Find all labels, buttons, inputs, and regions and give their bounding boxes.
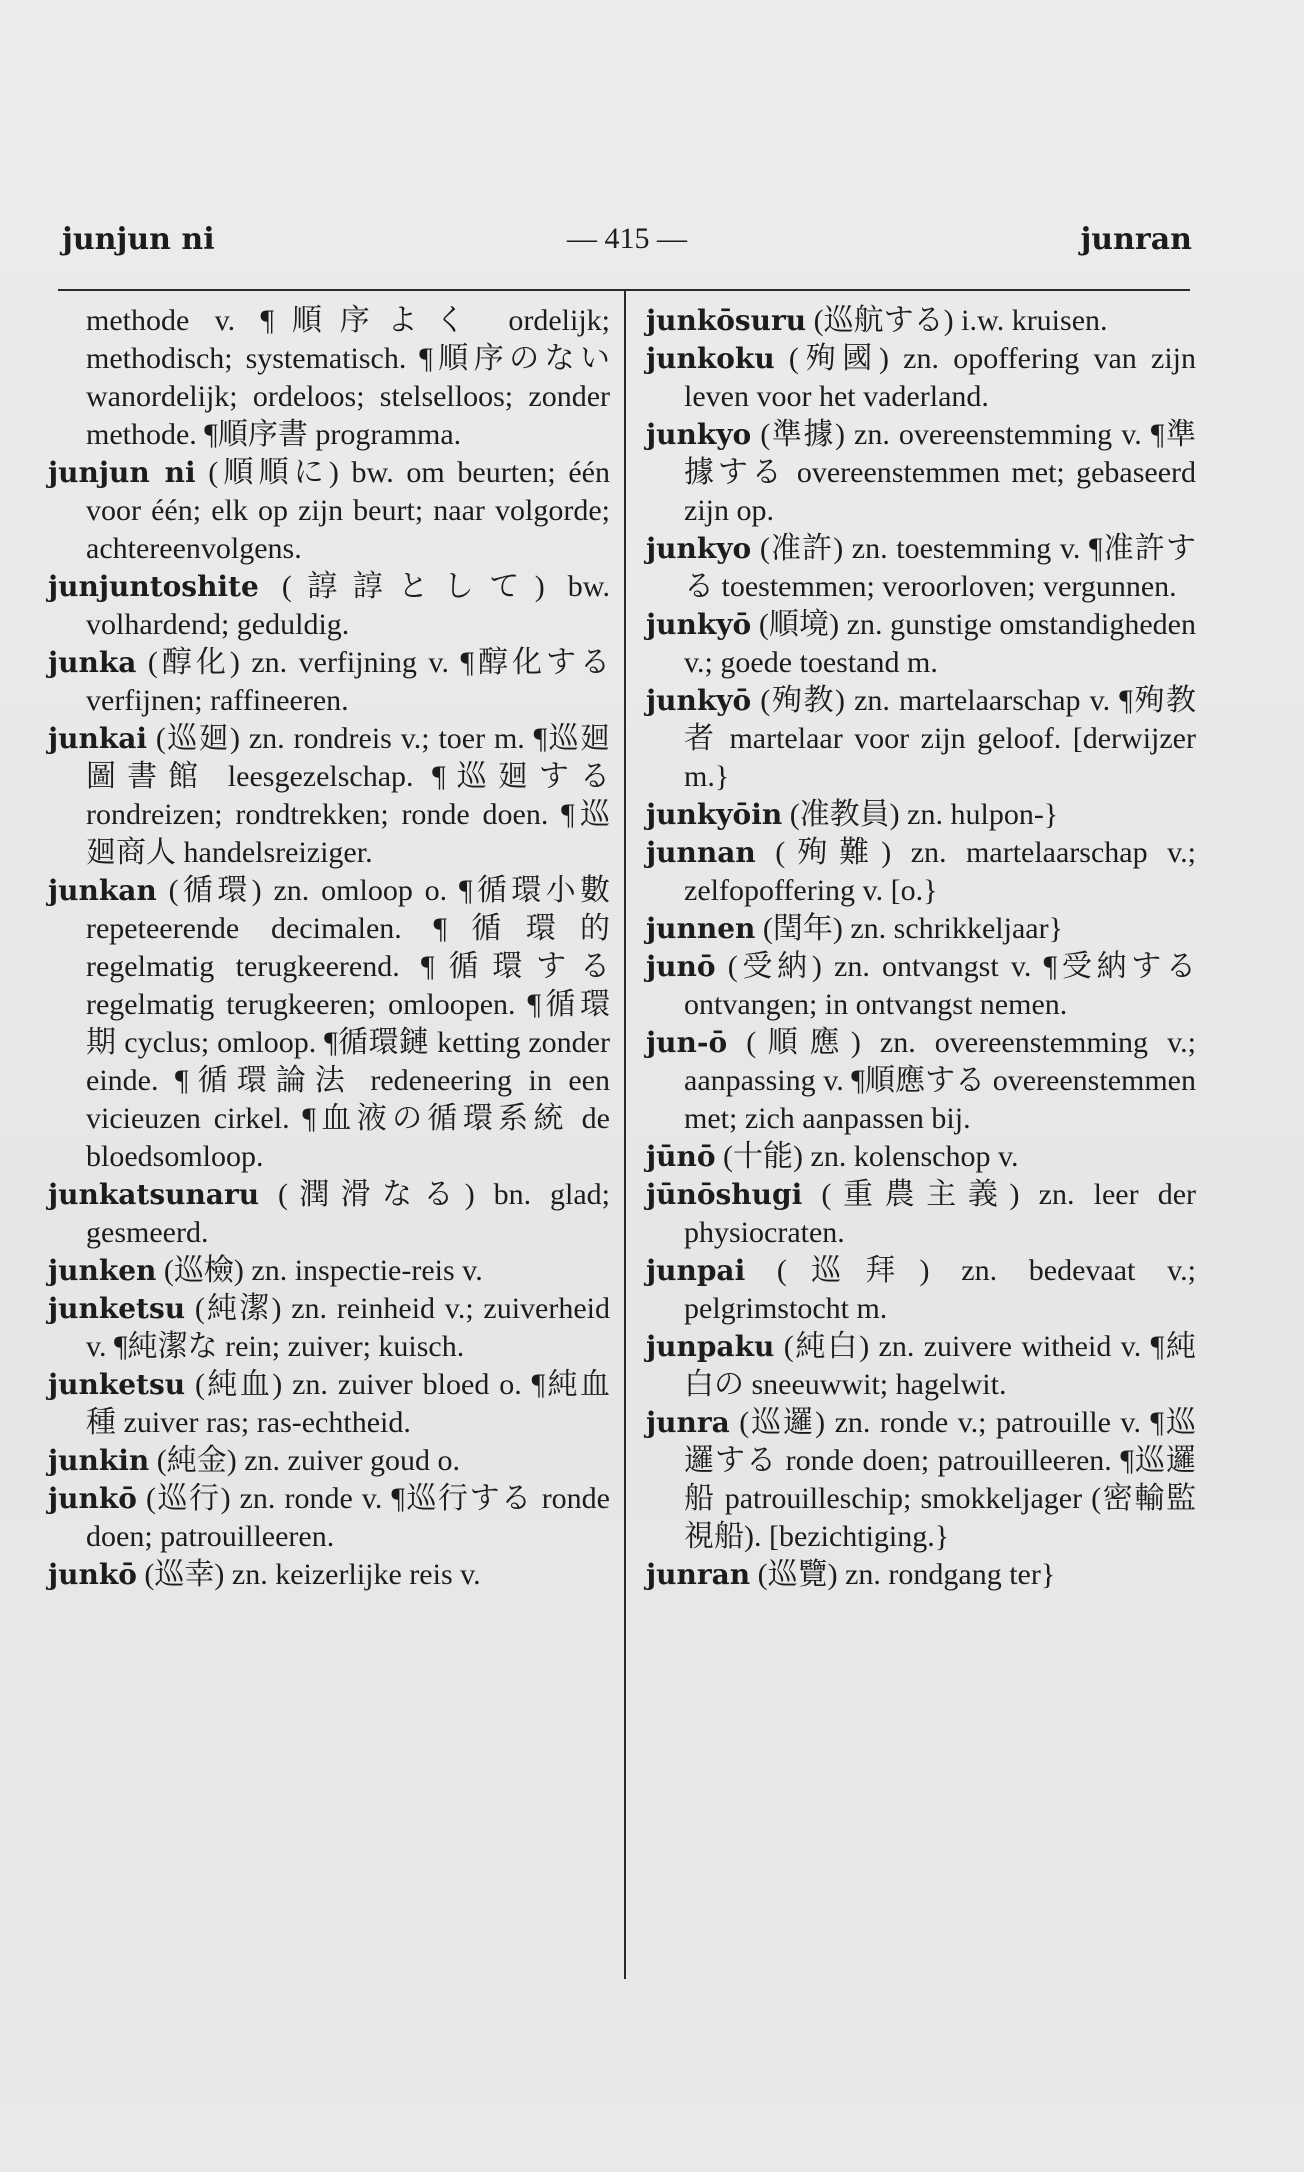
header-last-headword: junran bbox=[1080, 222, 1192, 257]
entry-headword: junran bbox=[646, 1558, 751, 1591]
entry-definition: (純潔) zn. reinheid v.; zuiverheid v. ¶純潔な rein; zuiver; kuisch. bbox=[86, 1292, 610, 1363]
dictionary-entry bbox=[48, 1480, 610, 1556]
entry-definition: (巡覽) zn. rondgang ter} bbox=[757, 1558, 1056, 1591]
dictionary-entry bbox=[48, 302, 610, 454]
entry-headword: junkyo bbox=[646, 532, 752, 565]
entry-definition: methode v. ¶順序よく ordelijk; methodisch; systematisch. ¶順序のない wanordelijk; ordeloos; stelselloos; zonder methode. ¶順序書 programma. bbox=[86, 304, 610, 451]
dictionary-entry bbox=[646, 302, 1196, 340]
entry-headword: junō bbox=[646, 950, 716, 983]
entry-headword: junkō bbox=[48, 1482, 137, 1515]
dictionary-entry bbox=[646, 910, 1196, 948]
dictionary-entry bbox=[646, 530, 1196, 606]
entry-headword: junkin bbox=[48, 1444, 150, 1477]
entry-definition: (巡檢) zn. inspectie-reis v. bbox=[163, 1254, 483, 1287]
entry-headword: junkan bbox=[48, 874, 157, 907]
header-first-headword: junjun ni bbox=[62, 222, 215, 257]
dictionary-entry bbox=[646, 1252, 1196, 1328]
dictionary-entry bbox=[48, 720, 610, 872]
entry-definition: (循環) zn. omloop o. ¶循環小數 repeteerende decimalen. ¶循環的 regelmatig terugkeerend. ¶循環する regelmatig terugkeeren; omloopen. ¶循環期 cyclus; omloop. ¶循環鏈 ketting zonder einde. ¶循環論法 redeneering in een vicieuzen cirkel. ¶血液の循環系統 de bloedsomloop. bbox=[86, 874, 611, 1173]
entry-definition: (順境) zn. gunstige omstandigheden v.; goede toestand m. bbox=[684, 608, 1196, 679]
dictionary-entry bbox=[646, 948, 1196, 1024]
dictionary-entry bbox=[646, 834, 1196, 910]
dictionary-entry bbox=[646, 1176, 1196, 1252]
entry-definition: (順應) zn. overeenstemming v.; aanpassing v. ¶順應する overeenstemmen met; zich aanpassen bij. bbox=[684, 1026, 1197, 1135]
dictionary-entry bbox=[646, 1138, 1196, 1176]
entry-headword: junka bbox=[48, 646, 137, 679]
entry-headword: junkyo bbox=[646, 418, 752, 451]
entry-definition: (巡拜) zn. bedevaat v.; pelgrimstocht m. bbox=[684, 1254, 1197, 1325]
dictionary-entry bbox=[48, 1176, 610, 1252]
entry-definition: (重農主義) zn. leer der physiocraten. bbox=[684, 1178, 1197, 1249]
entry-headword: junkyō bbox=[646, 684, 752, 717]
entry-headword: junpaku bbox=[646, 1330, 775, 1363]
entry-headword: junkō bbox=[48, 1558, 137, 1591]
entry-headword: junketsu bbox=[48, 1292, 186, 1325]
entry-definition: (准教員) zn. hulpon-} bbox=[789, 798, 1059, 831]
entry-headword: jūnōshugi bbox=[646, 1178, 803, 1211]
entry-definition: (殉國) zn. opoffering van zijn leven voor het vaderland. bbox=[684, 342, 1196, 413]
dictionary-entry bbox=[48, 1366, 610, 1442]
entry-definition: (諄諄として) bw. volhardend; geduldig. bbox=[86, 570, 610, 641]
dictionary-entry bbox=[646, 1404, 1196, 1556]
entry-definition: (巡航する) i.w. kruisen. bbox=[813, 304, 1108, 337]
entry-headword: junjuntoshite bbox=[48, 570, 259, 603]
dictionary-entry bbox=[646, 340, 1196, 416]
dictionary-entry bbox=[48, 1442, 610, 1480]
dictionary-entry bbox=[646, 1556, 1196, 1594]
entry-definition: (純血) zn. zuiver bloed o. ¶純血種 zuiver ras; ras-echtheid. bbox=[86, 1368, 611, 1439]
dictionary-entry bbox=[646, 416, 1196, 530]
entry-headword: junnen bbox=[646, 912, 756, 945]
dictionary-entry bbox=[646, 796, 1196, 834]
dictionary-entry bbox=[48, 1252, 610, 1290]
entry-headword: junkoku bbox=[646, 342, 775, 375]
entry-definition: (殉難) zn. martelaarschap v.; zelfopoffering v. [o.} bbox=[684, 836, 1196, 907]
entry-headword: junpai bbox=[646, 1254, 746, 1287]
entry-definition: (醇化) zn. verfijning v. ¶醇化する verfijnen; raffineeren. bbox=[86, 646, 611, 717]
entry-definition: (準據) zn. overeenstemming v. ¶準據する overeenstemmen met; gebaseerd zijn op. bbox=[684, 418, 1197, 527]
entry-definition: (巡幸) zn. keizerlijke reis v. bbox=[144, 1558, 481, 1591]
entry-headword: junnan bbox=[646, 836, 756, 869]
dictionary-entry bbox=[48, 1290, 610, 1366]
entry-definition: (潤滑なる) bn. glad; gesmeerd. bbox=[86, 1178, 611, 1249]
entry-definition: (巡行) zn. ronde v. ¶巡行する ronde doen; patrouilleeren. bbox=[86, 1482, 611, 1553]
entry-headword: jun-ō bbox=[646, 1026, 728, 1059]
entry-definition: (純白) zn. zuivere witheid v. ¶純白の sneeuwwit; hagelwit. bbox=[684, 1330, 1197, 1401]
entry-definition: (十能) zn. kolenschop v. bbox=[723, 1140, 1019, 1173]
entry-headword: junketsu bbox=[48, 1368, 186, 1401]
dictionary-entry bbox=[48, 454, 610, 568]
entry-headword: junkyōin bbox=[646, 798, 783, 831]
entry-definition: (殉教) zn. martelaarschap v. ¶殉教者 martelaar voor zijn geloof. [derwijzer m.} bbox=[684, 684, 1197, 793]
entry-definition: (准許) zn. toestemming v. ¶准許する toestemmen; veroorloven; vergunnen. bbox=[684, 532, 1196, 603]
column-divider bbox=[624, 289, 626, 1979]
entry-headword: junkyō bbox=[646, 608, 752, 641]
entry-headword: junkai bbox=[48, 722, 148, 755]
entry-definition: (受納) zn. ontvangst v. ¶受納する ontvangen; in ontvangst nemen. bbox=[684, 950, 1196, 1021]
entry-headword: junken bbox=[48, 1254, 157, 1287]
entry-headword: junra bbox=[646, 1406, 730, 1439]
entry-headword: junjun ni bbox=[48, 456, 196, 489]
page-number: — 415 — bbox=[567, 222, 687, 255]
entry-headword: jūnō bbox=[646, 1140, 716, 1173]
entry-headword: junkatsunaru bbox=[48, 1178, 260, 1211]
entry-definition: (順順に) bw. om beurten; één voor één; elk op zijn beurt; naar volgorde; achtereenvolgens. bbox=[86, 456, 610, 565]
dictionary-entry bbox=[646, 606, 1196, 682]
entry-definition: (純金) zn. zuiver goud o. bbox=[156, 1444, 461, 1477]
right-column bbox=[646, 302, 1196, 1594]
dictionary-entry bbox=[48, 644, 610, 720]
left-column bbox=[48, 302, 610, 1594]
dictionary-entry bbox=[646, 1024, 1196, 1138]
dictionary-entry bbox=[48, 1556, 610, 1594]
entry-definition: (閏年) zn. schrikkeljaar} bbox=[762, 912, 1063, 945]
page-header bbox=[62, 222, 1192, 270]
entry-definition: (巡邏) zn. ronde v.; patrouille v. ¶巡邏する ronde doen; patrouilleeren. ¶巡邏船 patrouilleschip; smokkeljager (密輸監視船). [bezichtiging.} bbox=[684, 1406, 1196, 1553]
dictionary-entry bbox=[48, 568, 610, 644]
dictionary-entry bbox=[646, 682, 1196, 796]
dictionary-entry bbox=[646, 1328, 1196, 1404]
entry-definition: (巡廻) zn. rondreis v.; toer m. ¶巡廻圖書館 leesgezelschap. ¶巡廻する rondreizen; rondtrekken; ronde doen. ¶巡廻商人 handelsreiziger. bbox=[86, 722, 611, 869]
dictionary-entry bbox=[48, 872, 610, 1176]
entry-headword: junkōsuru bbox=[646, 304, 807, 337]
